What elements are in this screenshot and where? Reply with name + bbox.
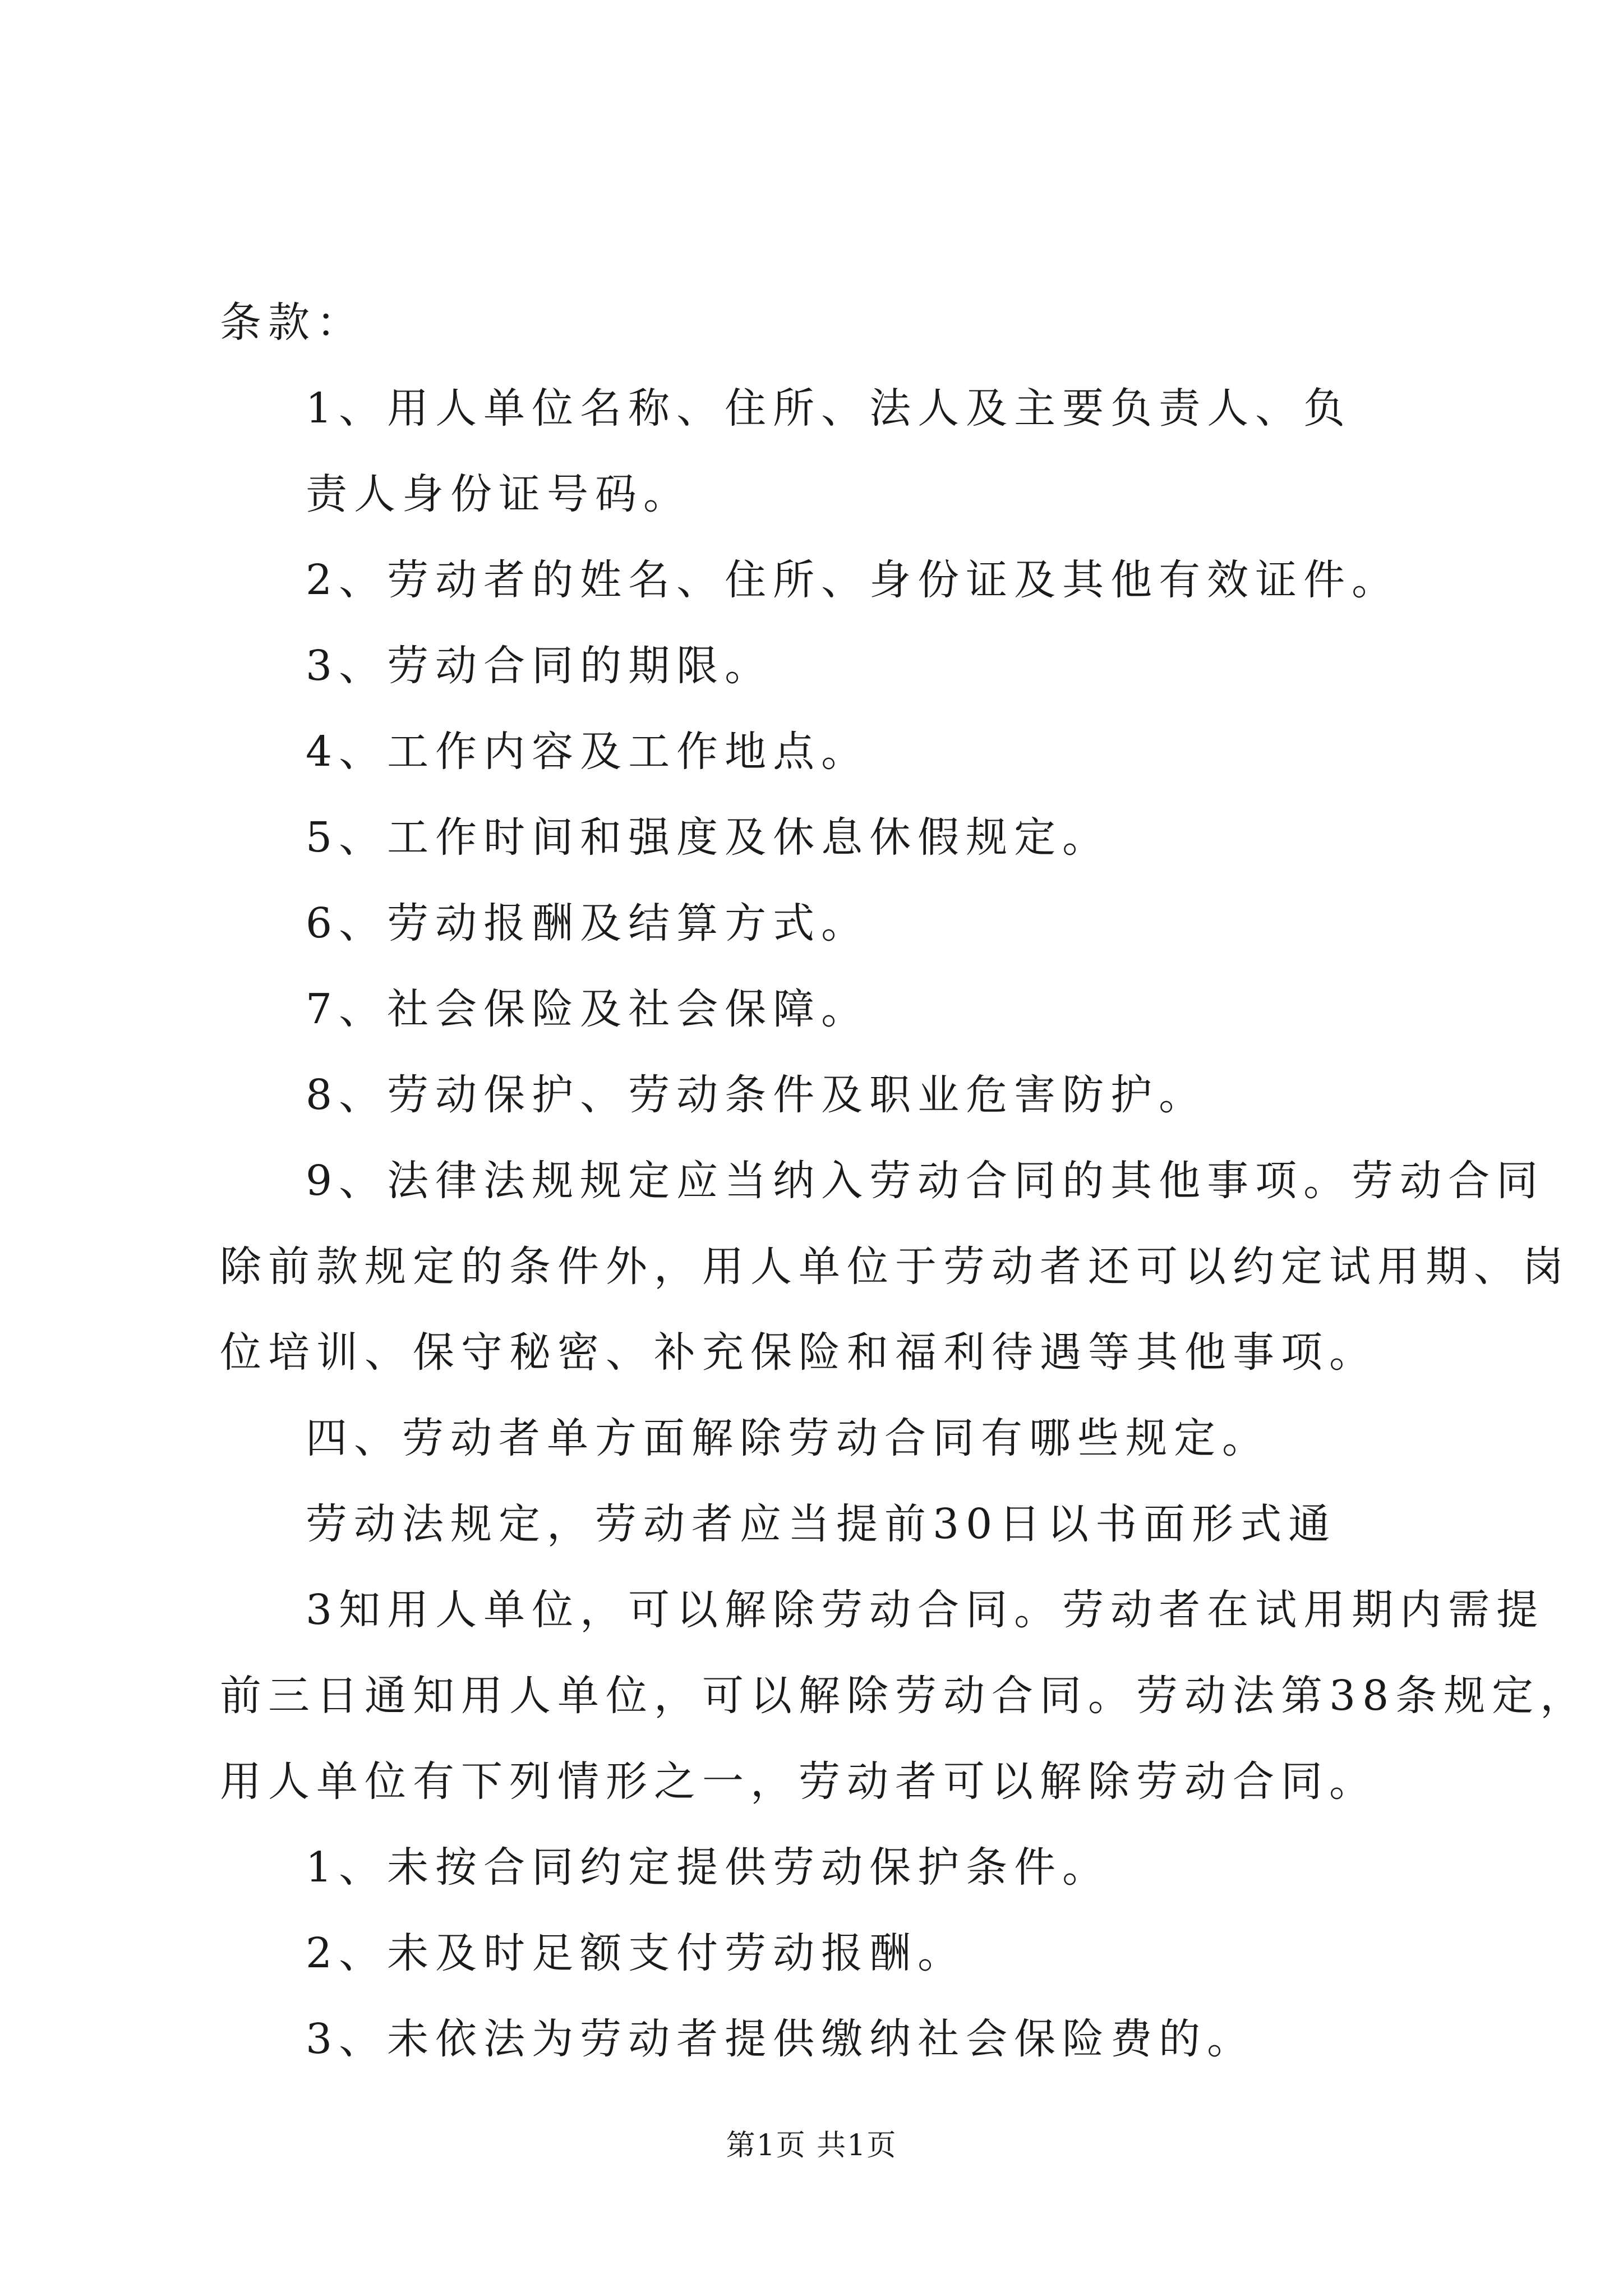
list-item: 4、工作内容及工作地点。	[306, 728, 870, 776]
list-item: 8、劳动保护、劳动条件及职业危害防护。	[306, 1071, 1207, 1119]
text-line: 条款：	[220, 298, 365, 347]
list-item: 7、社会保险及社会保障。	[306, 985, 870, 1033]
list-item: 1、未按合同约定提供劳动保护条件。	[306, 1843, 1111, 1892]
text-line: 用人单位有下列情形之一，劳动者可以解除劳动合同。	[220, 1757, 1377, 1806]
text-line: 位培训、保守秘密、补充保险和福利待遇等其他事项。	[220, 1328, 1377, 1377]
list-item: 5、工作时间和强度及休息休假规定。	[306, 813, 1111, 862]
list-item: 1、用人单位名称、住所、法人及主要负责人、负	[306, 384, 1352, 432]
list-item: 3、劳动合同的期限。	[306, 642, 773, 690]
list-item: 2、未及时足额支付劳动报酬。	[306, 1929, 966, 1977]
list-item: 6、劳动报酬及结算方式。	[306, 899, 870, 947]
text-line: 除前款规定的条件外，用人单位于劳动者还可以约定试用期、岗	[220, 1243, 1570, 1291]
text-line: 劳动法规定，劳动者应当提前30日以书面形式通	[306, 1500, 1337, 1548]
list-item: 2、劳动者的姓名、住所、身份证及其他有效证件。	[306, 556, 1400, 604]
list-item: 9、法律法规规定应当纳入劳动合同的其他事项。劳动合同	[306, 1157, 1545, 1205]
text-line: 3知用人单位，可以解除劳动合同。劳动者在试用期内需提	[306, 1586, 1545, 1634]
page-number: 第1页 共1页	[726, 2129, 897, 2162]
text-line: 前三日通知用人单位，可以解除劳动合同。劳动法第38条规定，	[220, 1672, 1589, 1720]
text-line: 责人身份证号码。	[306, 470, 691, 518]
list-item: 3、未依法为劳动者提供缴纳社会保险费的。	[306, 2015, 1256, 2063]
section-heading: 四、劳动者单方面解除劳动合同有哪些规定。	[306, 1414, 1270, 1462]
